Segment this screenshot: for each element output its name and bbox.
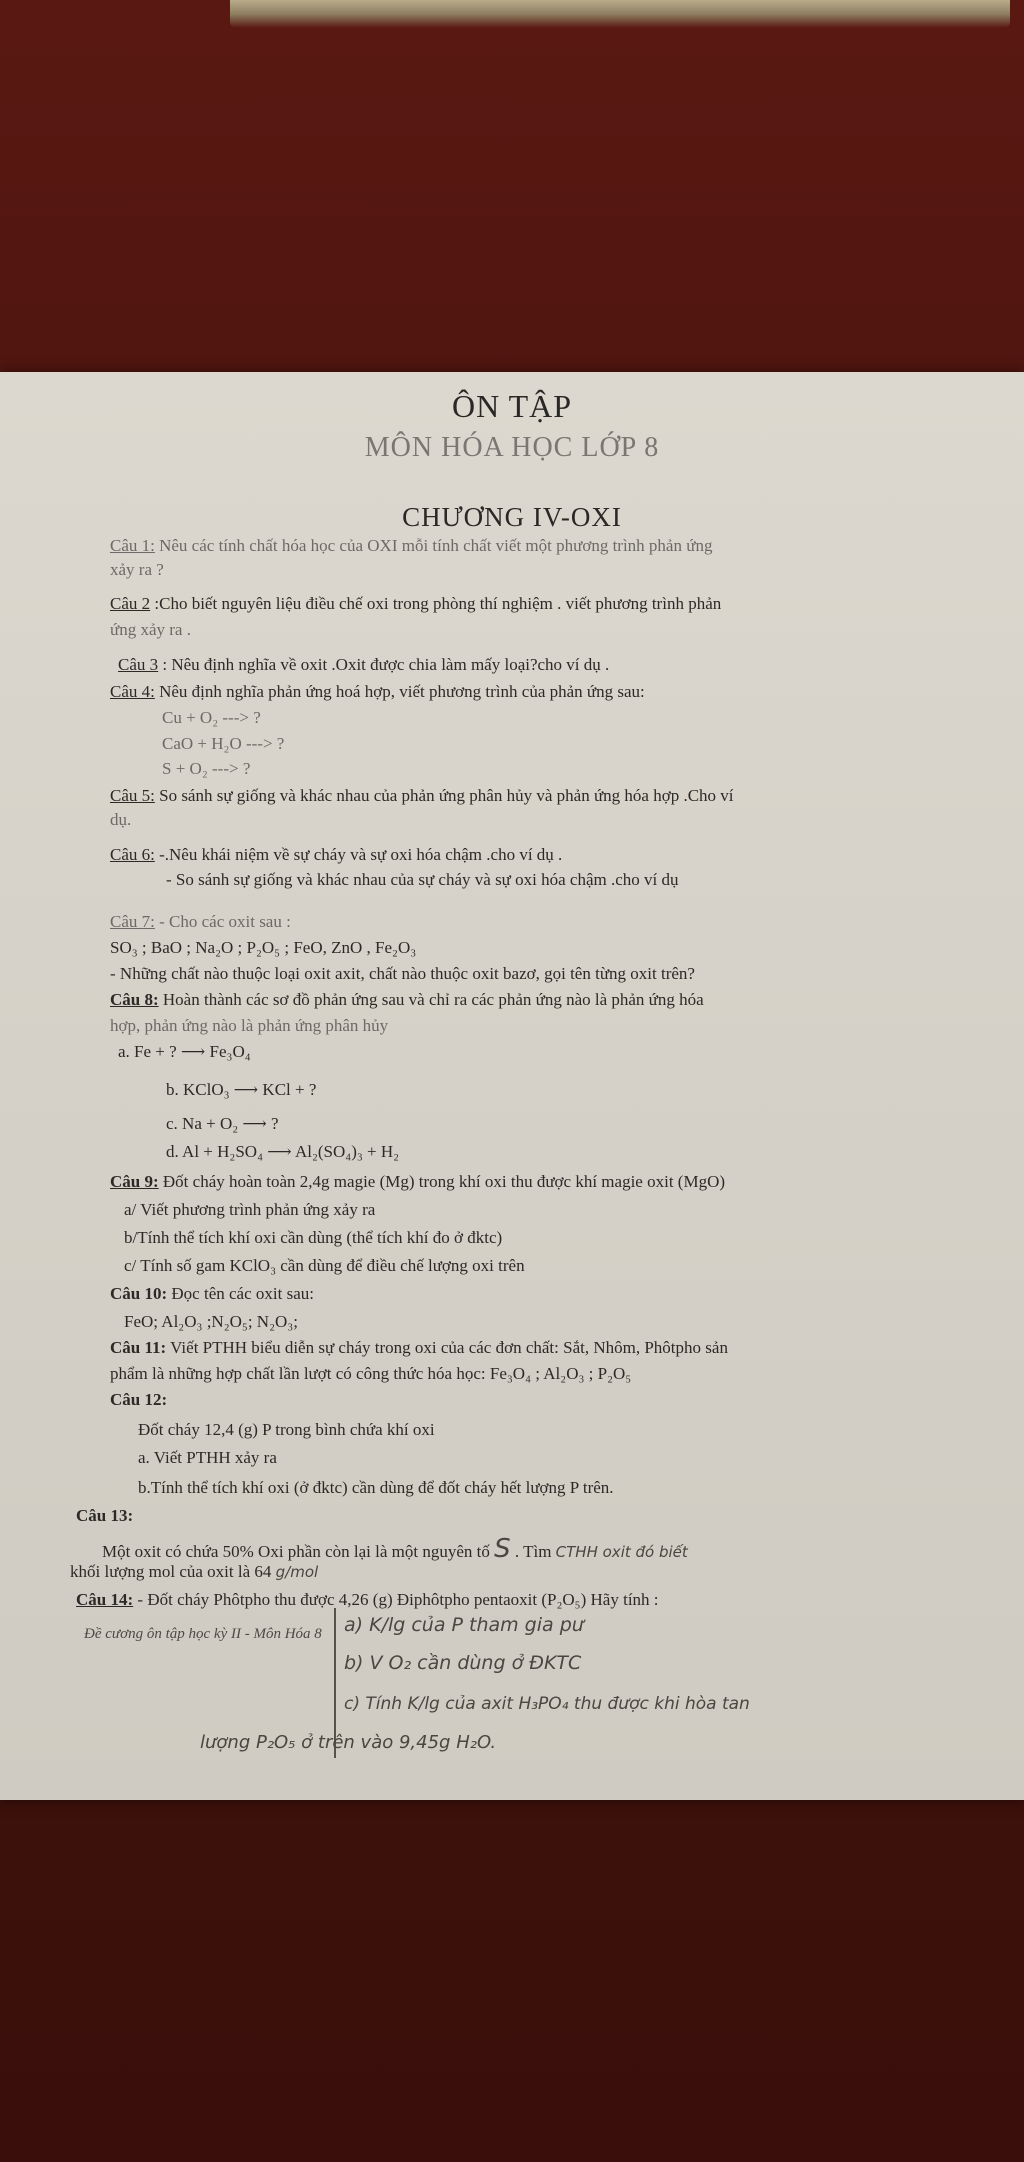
question-12-a: a. Viết PTHH xảy ra [138, 1448, 277, 1467]
question-6-cont: - So sánh sự giống và khác nhau của sự cháy và sự oxi hóa chậm .cho ví dụ [166, 870, 679, 889]
question-9-b: b/Tính thể tích khí oxi cần dùng (thể tích khí đo ở đktc) [124, 1228, 503, 1247]
question-8-c: c. Na + O₂ ⟶ ? [166, 1114, 279, 1133]
question-4-eq2: CaO + H₂O ---> ? [162, 734, 285, 753]
question-4-text: Nêu định nghĩa phản ứng hoá hợp, viết phương trình của phản ứng sau: [159, 682, 645, 701]
question-11 [110, 1338, 728, 1358]
question-13-cont-line [70, 1562, 318, 1582]
question-13-text: Một oxit có chứa 50% Oxi phần còn lại là một nguyên tố [102, 1542, 490, 1561]
question-12-text: Đốt cháy 12,4 (g) P trong bình chứa khí oxi [138, 1420, 435, 1439]
question-1-text: Nêu các tính chất hóa học của OXI mỗi tính chất viết một phương trình phản ứng [159, 536, 713, 555]
page-title: ÔN TẬP [451, 388, 573, 424]
question-12-label: Câu 12: [110, 1390, 168, 1409]
question-2-cont: ứng xảy ra . [110, 620, 191, 639]
question-4 [110, 682, 645, 702]
question-13-handwritten-element: S [494, 1534, 511, 1564]
question-6-text: -.Nêu khái niệm về sự cháy và sự oxi hóa chậm .cho ví dụ . [159, 845, 563, 864]
question-7-list: SO₃ ; BaO ; Na₂O ; P₂O₅ ; FeO, ZnO , Fe₂O₃ [110, 938, 417, 957]
question-13-handwritten-unit: g/mol [275, 1563, 319, 1581]
question-6-label: Câu 6: [110, 845, 155, 864]
question-9-label: Câu 9: [110, 1172, 159, 1191]
handwriting-c: c) Tính K/lg của axit H₃PO₄ thu được khi hòa tan [344, 1694, 750, 1714]
question-2-label: Câu 2 [110, 594, 151, 613]
question-3-label: Câu 3 [118, 655, 159, 674]
paper-sheet [0, 372, 1024, 1800]
table-edge-glare [230, 0, 1010, 28]
question-9-a: a/ Viết phương trình phản ứng xảy ra [124, 1200, 376, 1219]
question-2-text: :Cho biết nguyên liệu điều chế oxi trong phòng thí nghiệm . viết phương trình phản [154, 594, 722, 613]
question-5-label: Câu 5: [110, 786, 155, 805]
question-3 [118, 655, 609, 675]
question-5 [110, 786, 734, 806]
question-10-list: FeO; Al₂O₃ ;N₂O₅; N₂O₃; [124, 1312, 298, 1331]
question-13 [102, 1534, 688, 1564]
question-13-cont: khối lượng mol của oxit là 64 [70, 1562, 272, 1581]
question-8-cont: hợp, phản ứng nào là phản ứng phân hủy [110, 1016, 389, 1035]
question-14-text: - Đốt cháy Phôtpho thu được 4,26 (g) Điphôtpho pentaoxit (P₂O₅) Hãy tính : [137, 1590, 659, 1609]
question-9-c: c/ Tính số gam KClO₃ cần dùng để điều chế lượng oxi trên [124, 1256, 525, 1275]
question-14-label: Câu 14: [76, 1590, 134, 1609]
chapter-title: CHƯƠNG IV-OXI [402, 502, 622, 532]
question-12-b: b.Tính thể tích khí oxi (ở đktc) cần dùng để đốt cháy hết lượng P trên. [138, 1478, 614, 1497]
question-11-text: Viết PTHH biểu diễn sự cháy trong oxi của các đơn chất: Sắt, Nhôm, Phôtpho sản [170, 1338, 728, 1357]
question-3-text: : Nêu định nghĩa về oxit .Oxit được chia làm mấy loại?cho ví dụ . [162, 655, 610, 674]
question-8-d: d. Al + H₂SO₄ ⟶ Al₂(SO₄)₃ + H₂ [166, 1142, 400, 1161]
question-10 [110, 1284, 314, 1304]
question-7-text: - Cho các oxit sau : [159, 912, 291, 931]
question-7 [110, 912, 291, 932]
question-2 [110, 594, 721, 614]
question-1 [110, 536, 712, 556]
question-8 [110, 990, 704, 1010]
question-5-cont: dụ. [110, 810, 132, 829]
question-4-eq1: Cu + O₂ ---> ? [162, 708, 261, 727]
question-4-eq3: S + O₂ ---> ? [162, 759, 251, 778]
question-13-label: Câu 13: [76, 1506, 134, 1525]
question-10-text: Đọc tên các oxit sau: [171, 1284, 314, 1303]
question-8-b: b. KClO₃ ⟶ KCl + ? [166, 1080, 317, 1099]
question-11-cont: phẩm là những hợp chất lần lượt có công thức hóa học: Fe₃O₄ ; Al₂O₃ ; P₂O₅ [110, 1364, 632, 1383]
handwriting-a: a) K/lg của P tham gia pư [344, 1614, 584, 1636]
question-13-handwritten-formula: CTHH oxit đó biết [555, 1543, 688, 1561]
question-8-text: Hoàn thành các sơ đồ phản ứng sau và chỉ ra các phản ứng nào là phản ứng hóa [162, 990, 704, 1009]
question-6 [110, 845, 562, 865]
question-7-cont: - Những chất nào thuộc loại oxit axit, chất nào thuộc oxit bazơ, gọi tên từng oxit trên? [110, 964, 695, 983]
question-8-label: Câu 8: [110, 990, 159, 1009]
question-1-cont: xảy ra ? [110, 560, 164, 579]
page-subtitle: MÔN HÓA HỌC LỚP 8 [364, 432, 660, 463]
question-10-label: Câu 10: [110, 1284, 168, 1303]
question-5-text: So sánh sự giống và khác nhau của phản ứng phân hủy và phản ứng hóa hợp .Cho ví [159, 786, 734, 805]
question-8-a: a. Fe + ? ⟶ Fe₃O₄ [118, 1042, 251, 1061]
question-7-label: Câu 7: [110, 912, 155, 931]
handwriting-b: b) V O₂ cần dùng ở ĐKTC [344, 1652, 582, 1674]
question-13-text2: . Tìm [514, 1542, 552, 1561]
question-14 [76, 1590, 659, 1610]
question-9 [110, 1172, 725, 1192]
question-9-text: Đốt cháy hoàn toàn 2,4g magie (Mg) trong khí oxi thu được khí magie oxit (MgO) [162, 1172, 726, 1191]
question-1-label: Câu 1: [110, 536, 155, 555]
handwriting-d: lượng P₂O₅ ở trên vào 9,45g H₂O. [200, 1732, 497, 1753]
question-11-label: Câu 11: [110, 1338, 167, 1357]
question-4-label: Câu 4: [110, 682, 155, 701]
footer-text: Đề cương ôn tập học kỳ II - Môn Hóa 8 [84, 1626, 322, 1642]
